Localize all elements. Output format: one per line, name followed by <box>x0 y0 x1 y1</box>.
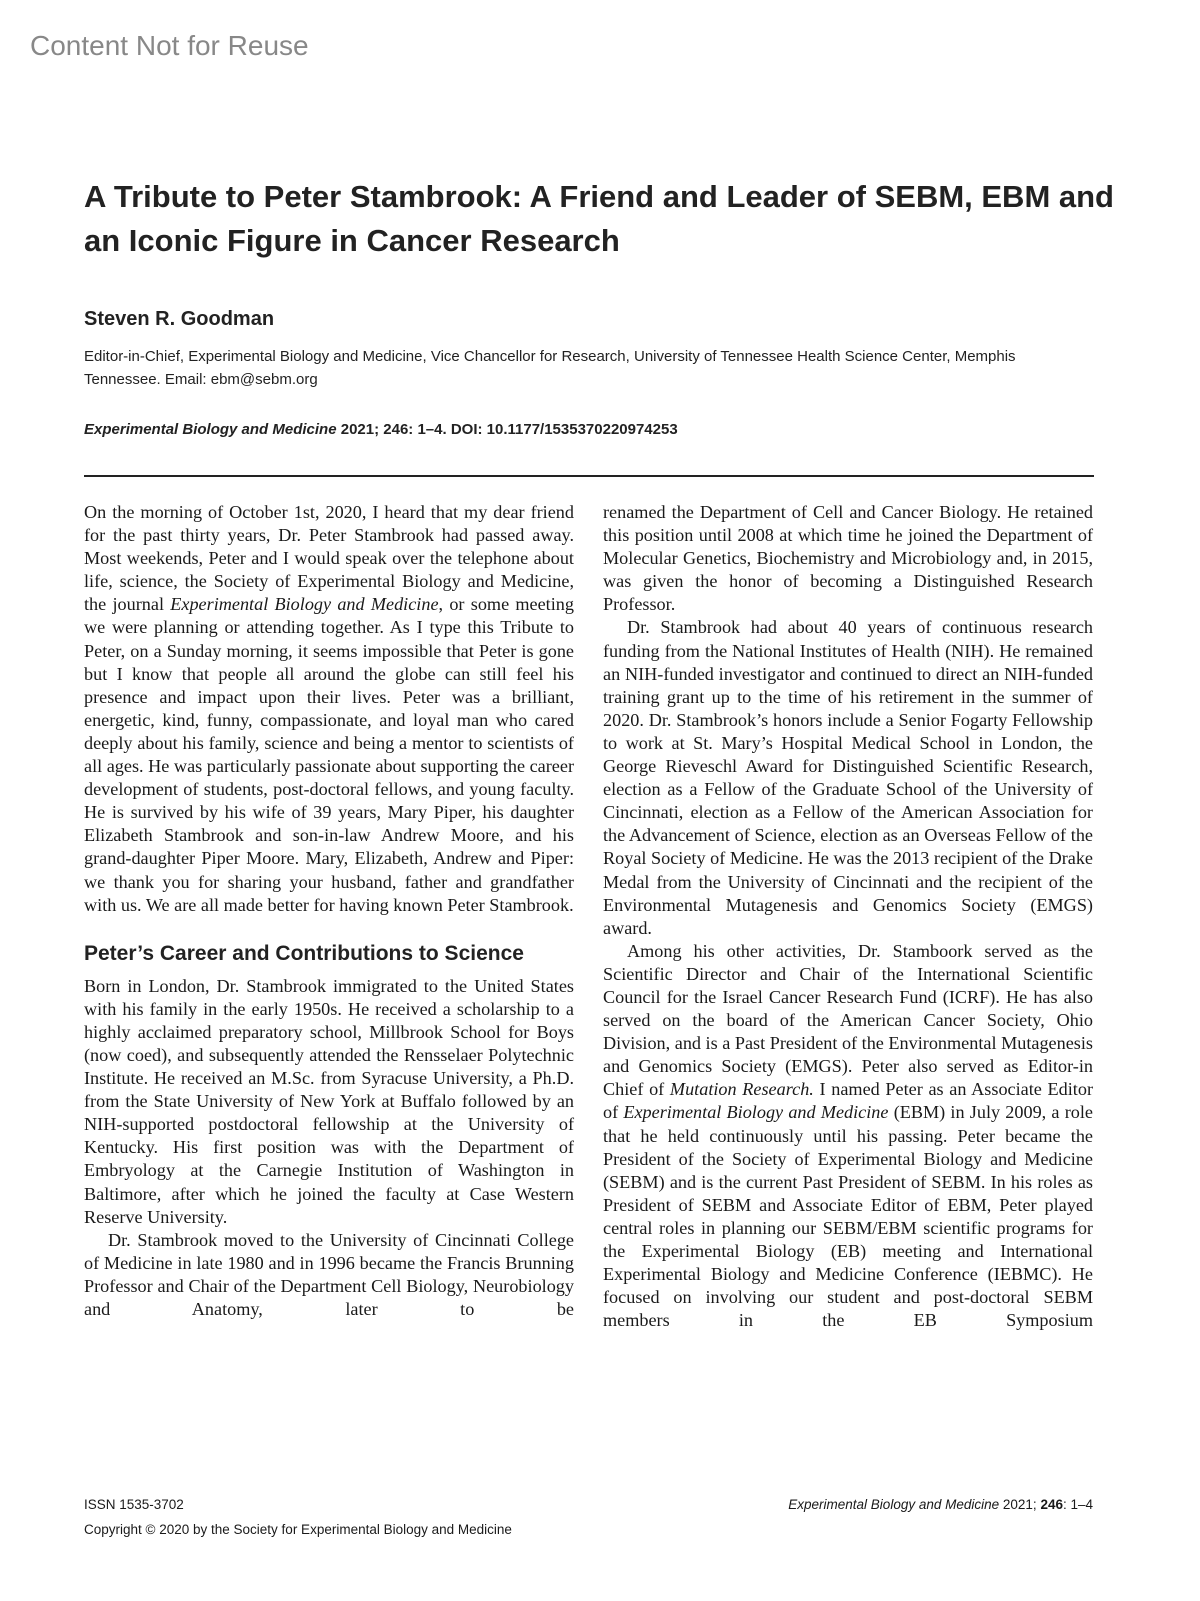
header-divider <box>84 475 1094 477</box>
text: On the morning of October 1st, 2020, I heard that my dear friend for the past thirty years, Dr. Peter Stambrook had passed away. Most weekends, Peter and I would speak over the telephone about life, science, the Society of Experimental Biology and Medicine, the journal <box>84 502 574 615</box>
footer-journal-name: Experimental Biology and Medicine <box>788 1497 1000 1512</box>
footer-copyright: Copyright © 2020 by the Society for Experimental Biology and Medicine <box>84 1522 512 1537</box>
paragraph-intro <box>84 501 574 917</box>
footer-issn: ISSN 1535-3702 <box>84 1497 184 1512</box>
section-heading: Peter’s Career and Contributions to Science <box>84 941 524 965</box>
citation-details: 2021; 246: 1–4. DOI: 10.1177/1535370220974253 <box>336 421 678 438</box>
journal-italic: Experimental Biology and Medicine <box>623 1102 889 1123</box>
author-affiliation: Editor-in-Chief, Experimental Biology and Medicine, Vice Chancellor for Research, University of Tennessee Health Science Center, Memphis Tennessee. Email: ebm@sebm.org <box>84 348 1016 388</box>
footer-volume: 246 <box>1040 1497 1063 1512</box>
text: I named Peter as an Associate Editor of <box>603 1079 1093 1123</box>
paragraph-cincinnati: Dr. Stambrook moved to the University of Cincinnati College of Medicine in late 1980 and in 1996 became the Francis Brunning Professor and Chair of the Department Cell Biology, Neurobiology and Anatomy, later to be <box>84 1229 574 1319</box>
article-title: A Tribute to Peter Stambrook: A Friend and Leader of SEBM, EBM and an Iconic Figure in Cancer Research <box>84 179 1114 258</box>
paragraph-continued: renamed the Department of Cell and Cancer Biology. He retained this position until 2008 at which time he joined the Department of Molecular Genetics, Biochemistry and Microbiology and, in 2015, was given the honor of becoming a Distinguished Research Professor. <box>603 502 1093 615</box>
paragraph-honors: Dr. Stambrook had about 40 years of continuous research funding from the National Institutes of Health (NIH). He remained an NIH-funded investigator and continued to direct an NIH-funded training grant up to the time of his retirement in the summer of 2020. Dr. Stambrook’s honors include a Senior Fogarty Fellowship to work at St. Mary’s Hospital Medical School in London, the George Rieveschl Award for Distinguished Scientific Research, election as a Fellow of the Graduate School of the University of Cincinnati, election as a Fellow of the American Association for the Advancement of Science, election as an Overseas Fellow of the Royal Society of Medicine. He was the 2013 recipient of the Drake Medal from the University of Cincinnati and the recipient of the Environmental Mutagenesis and Genomics Society (EMGS) award. <box>603 617 1093 938</box>
journal-italic: Experimental Biology and Medicine <box>170 594 439 615</box>
footer-journal <box>788 1497 1093 1512</box>
text: Among his other activities, Dr. Stamboork served as the Scientific Director and Chair of the International Scientific Council for the Israel Cancer Research Fund (ICRF). He has also served on the board of the American Cancer Society, Ohio Division, and is a Past President of the Environmental Mutagenesis and Genomics Society (EMGS). Peter also served as Editor-in Chief of <box>603 940 1093 1100</box>
left-column <box>84 501 574 1321</box>
footer-pages: : 1–4 <box>1062 1497 1093 1512</box>
journal-italic: Mutation Research. <box>669 1079 814 1100</box>
footer-year: 2021; <box>999 1497 1041 1512</box>
citation-line <box>84 421 678 438</box>
citation-journal: Experimental Biology and Medicine <box>84 421 337 438</box>
watermark: Content Not for Reuse <box>30 30 309 61</box>
paragraph-activities <box>603 940 1093 1333</box>
right-column <box>603 501 1093 1332</box>
paragraph-career: Born in London, Dr. Stambrook immigrated to the United States with his family in the early 1950s. He received a scholarship to a highly acclaimed preparatory school, Millbrook School for Boys (now coed), and subsequently attended the Rensselaer Polytechnic Institute. He received an M.Sc. from Syracuse University, a Ph.D. from the State University of New York at Buffalo followed by an NIH-supported postdoctoral fellowship at the University of Kentucky. His first position was with the Department of Embryology at the Carnegie Institution of Washington in Baltimore, after which he joined the faculty at Case Western Reserve University. <box>84 975 574 1227</box>
text: (EBM) in July 2009, a role that he held continuously until his passing. Peter became the President of the Society of Experimental Biology and Medicine (SEBM) and is the current Past President of SEBM. In his roles as President of SEBM and Associate Editor of EBM, Peter played central roles in planning our SEBM/EBM scientific programs for the Experimental Biology (EB) meeting and International Experimental Biology and Medicine Conference (IEBMC). He focused on involving our student and post-doctoral SEBM members in the EB Symposium <box>603 1102 1093 1331</box>
author-name: Steven R. Goodman <box>84 308 275 330</box>
text: , or some meeting we were planning or attending together. As I type this Tribute to Peter, on a Sunday morning, it seems impossible that Peter is gone but I know that people all around the globe can still feel his presence and impact upon their lives. Peter was a brilliant, energetic, kind, funny, compassionate, and loyal man who cared deeply about his family, science and being a mentor to scientists of all ages. He was particularly passionate about supporting the career development of students, post-doctoral fellows, and young faculty. He is survived by his wife of 39 years, Mary Piper, his daughter Elizabeth Stambrook and son-in-law Andrew Moore, and his grand-daughter Piper Moore. Mary, Elizabeth, Andrew and Piper: we thank you for sharing your husband, father and grandfather with us. We are all made better for having known Peter Stambrook. <box>84 594 574 915</box>
